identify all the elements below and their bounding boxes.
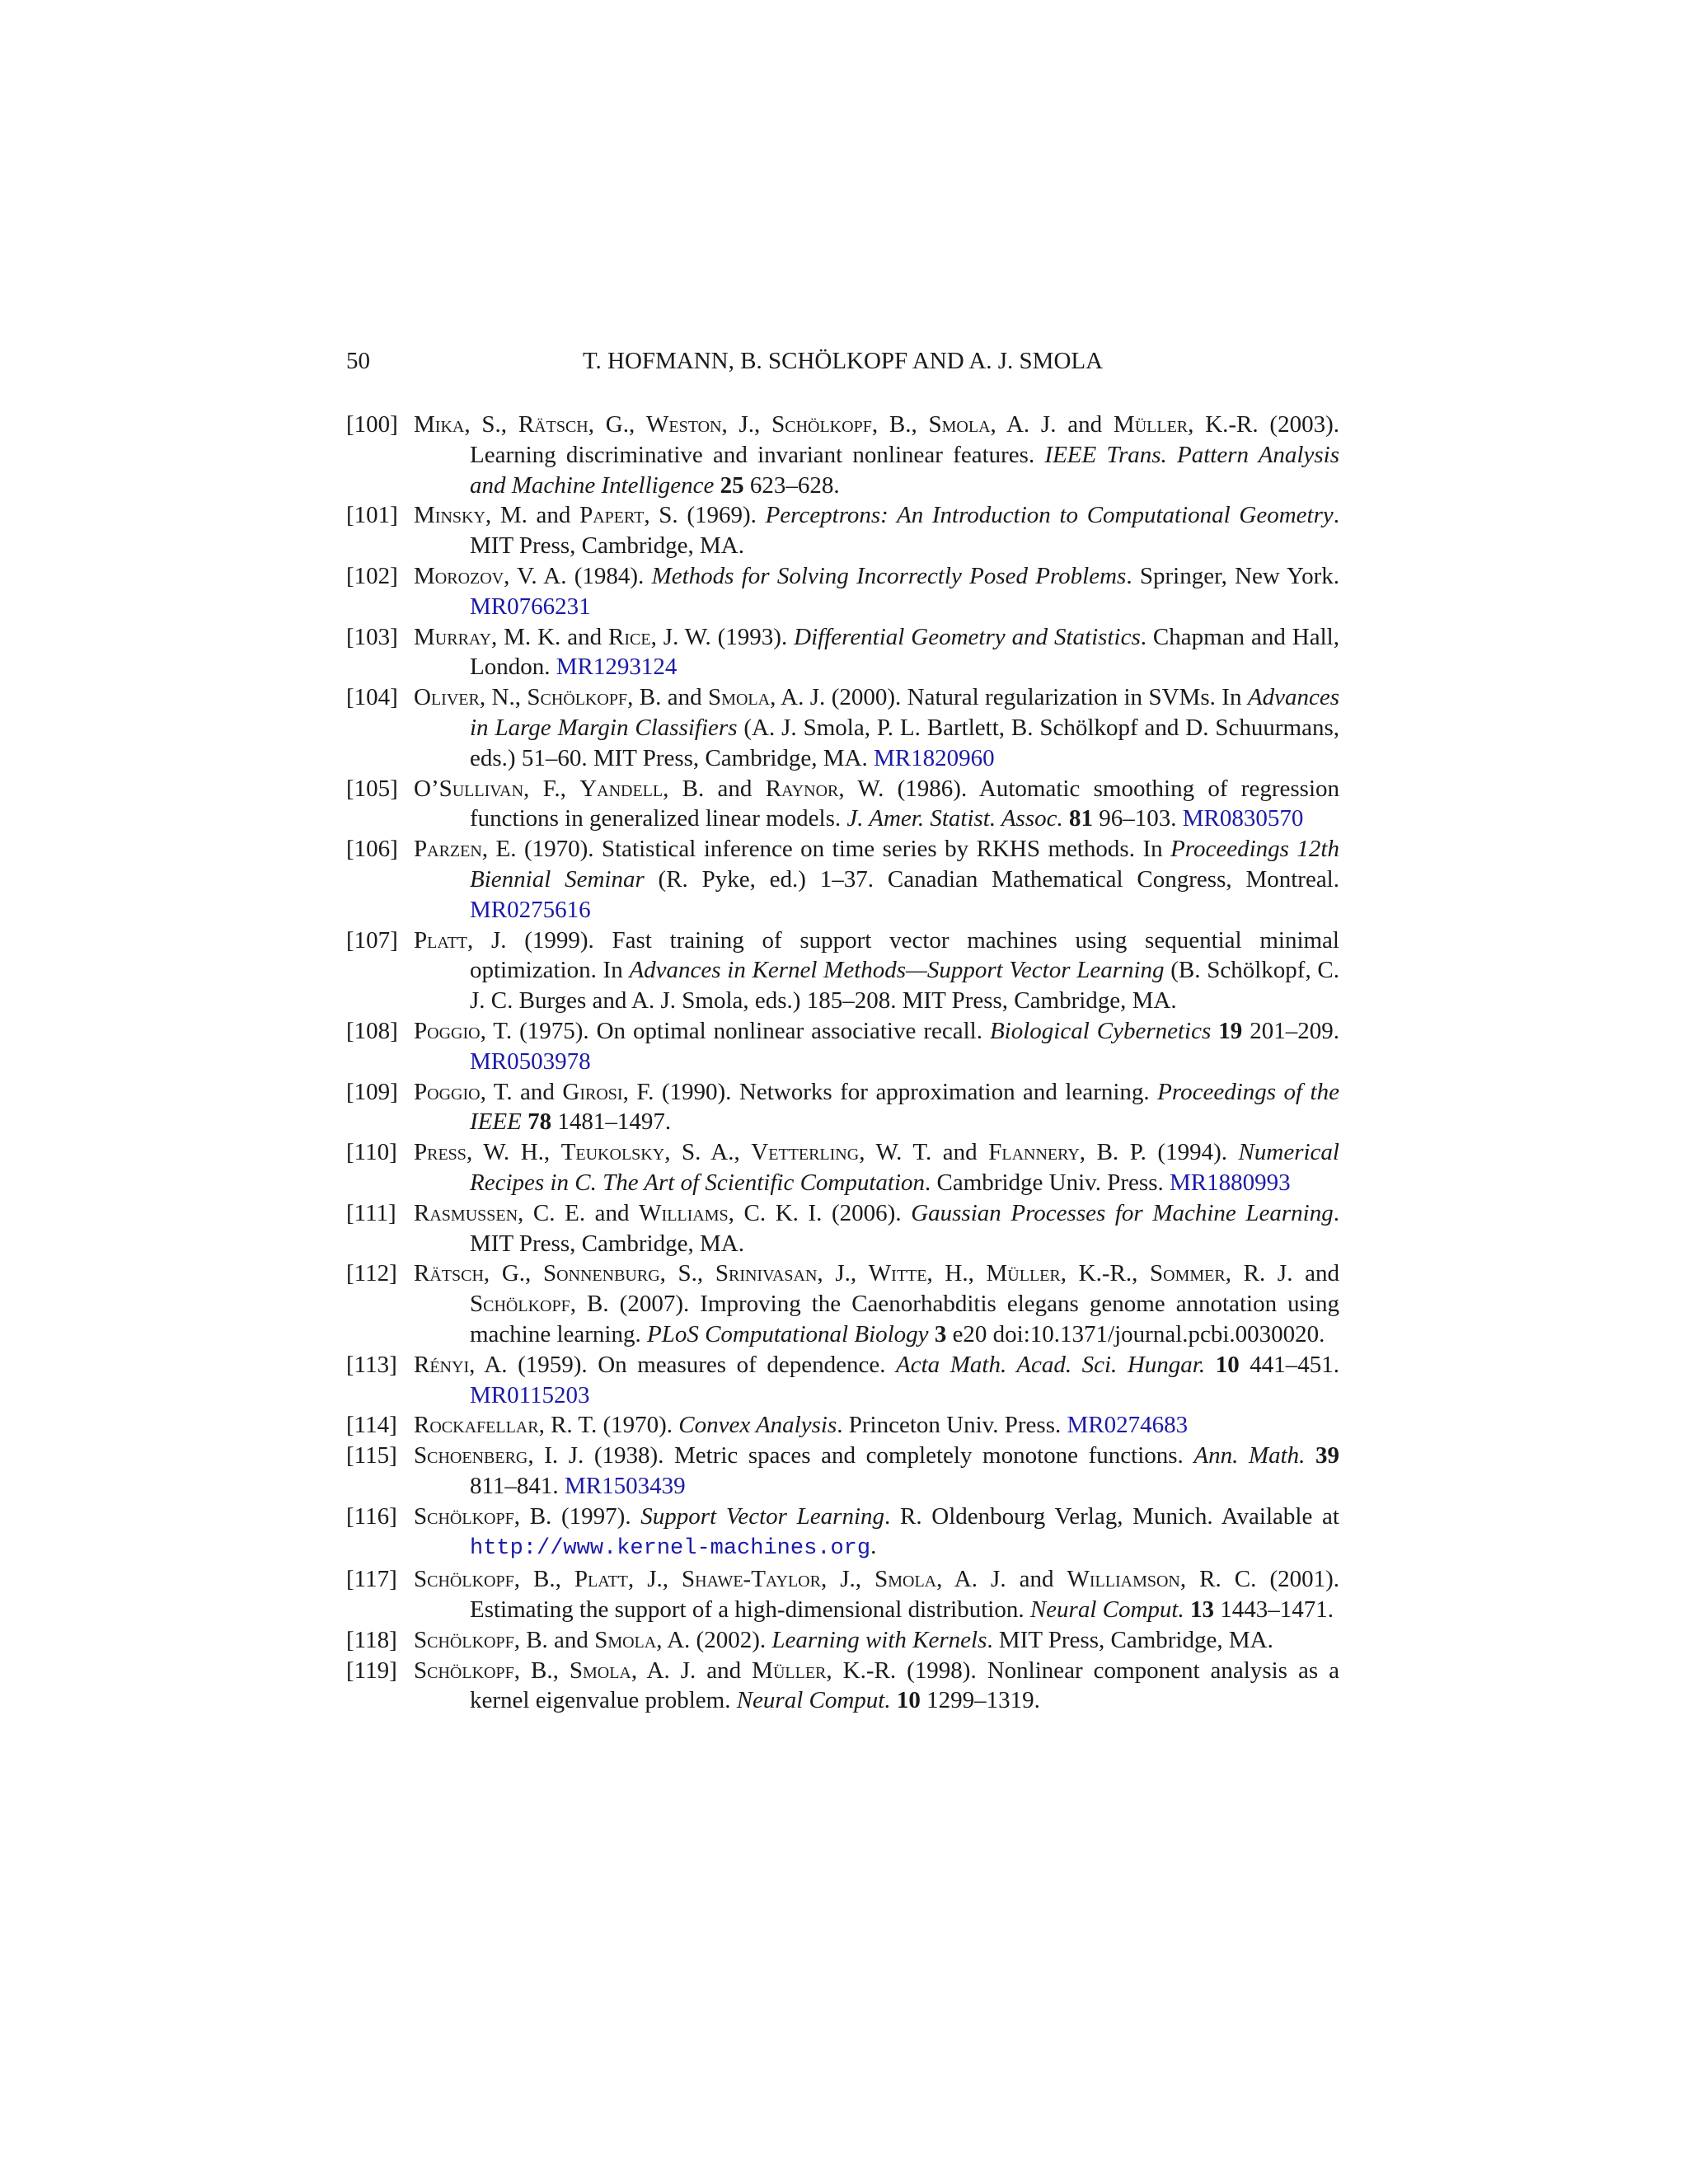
reference-text: Oliver, N., Schölkopf, B. and Smola, A. J. (2000). Natural regularization in SVMs. In Advances in Large Margin Classifiers (A. J. Smola, P. L. Bartlett, B. Schölkopf and D. Schuurmans, eds.) 51–60. MIT Press, Cambridge, MA. MR1820960	[414, 684, 1339, 771]
reference-number: [116]	[346, 1502, 397, 1530]
mr-link[interactable]: MR0274683	[1067, 1412, 1189, 1439]
reference-item	[346, 1077, 1339, 1138]
reference-text: Murray, M. K. and Rice, J. W. (1993). Differential Geometry and Statistics. Chapman and Hall, London. MR1293124	[414, 623, 1339, 681]
reference-number: [113]	[346, 1351, 397, 1378]
reference-item	[346, 1502, 1339, 1565]
url-link[interactable]: http://www.kernel-machines.org	[470, 1536, 871, 1562]
reference-number: [105]	[346, 775, 398, 802]
reference-number: [114]	[346, 1412, 397, 1439]
mr-link[interactable]: MR0275616	[470, 896, 591, 923]
reference-item	[346, 682, 1339, 773]
reference-text: O’Sullivan, F., Yandell, B. and Raynor, W. (1986). Automatic smoothing of regression functions in generalized linear models. J. Amer. Statist. Assoc. 81 96–103. MR0830570	[414, 775, 1339, 832]
reference-text: Rätsch, G., Sonnenburg, S., Srinivasan, J., Witte, H., Müller, K.-R., Sommer, R. J. and Schölkopf, B. (2007). Improving the Caenorhabditis elegans genome annotation using machine learning. PLoS Computational Biology 3 e20 doi:10.1371/journal.pcbi.0030020.	[414, 1260, 1339, 1347]
page-number: 50	[346, 348, 370, 374]
reference-number: [101]	[346, 502, 398, 529]
reference-number: [107]	[346, 926, 398, 954]
reference-item	[346, 500, 1339, 561]
reference-number: [112]	[346, 1260, 397, 1287]
reference-item	[346, 1410, 1339, 1441]
mr-link[interactable]: MR1880993	[1169, 1169, 1291, 1196]
reference-text: Rényi, A. (1959). On measures of dependence. Acta Math. Acad. Sci. Hungar. 10 441–451. MR0115203	[414, 1351, 1339, 1408]
reference-text: Schölkopf, B. (1997). Support Vector Learning. R. Oldenbourg Verlag, Munich. Available at http://www.kernel-machines.org.	[414, 1502, 1339, 1562]
mr-link[interactable]: MR0503978	[470, 1047, 591, 1075]
reference-number: [100]	[346, 411, 398, 438]
reference-text: Schoenberg, I. J. (1938). Metric spaces and completely monotone functions. Ann. Math. 39 811–841. MR1503439	[414, 1442, 1340, 1499]
reference-text: Minsky, M. and Papert, S. (1969). Perceptrons: An Introduction to Computational Geometry. MIT Press, Cambridge, MA.	[414, 502, 1339, 560]
reference-text: Press, W. H., Teukolsky, S. A., Vetterling, W. T. and Flannery, B. P. (1994). Numerical Recipes in C. The Art of Scientific Computation. Cambridge Univ. Press. MR1880993	[414, 1139, 1339, 1196]
reference-item	[346, 774, 1339, 835]
reference-text: Schölkopf, B., Smola, A. J. and Müller, K.-R. (1998). Nonlinear component analysis as a kernel eigenvalue problem. Neural Comput. 10 1299–1319.	[414, 1657, 1340, 1714]
reference-number: [110]	[346, 1139, 397, 1166]
reference-number: [119]	[346, 1657, 397, 1684]
reference-item	[346, 410, 1339, 500]
mr-link[interactable]: MR1293124	[556, 654, 678, 681]
running-header	[346, 344, 1339, 377]
reference-text: Schölkopf, B., Platt, J., Shawe-Taylor, J., Smola, A. J. and Williamson, R. C. (2001). Estimating the support of a high-dimensional distribution. Neural Comput. 13 1443–1471.	[414, 1566, 1340, 1624]
reference-item	[346, 1258, 1339, 1349]
reference-item	[346, 926, 1339, 1016]
reference-text: Poggio, T. and Girosi, F. (1990). Networks for approximation and learning. Proceedings of the IEEE 78 1481–1497.	[414, 1078, 1339, 1136]
reference-text: Rockafellar, R. T. (1970). Convex Analysis. Princeton Univ. Press. MR0274683	[414, 1412, 1189, 1439]
reference-item	[346, 834, 1339, 925]
reference-number: [111]	[346, 1199, 396, 1226]
reference-number: [102]	[346, 562, 398, 589]
mr-link[interactable]: MR0766231	[470, 593, 591, 620]
reference-text: Platt, J. (1999). Fast training of support vector machines using sequential minimal optimization. In Advances in Kernel Methods—Support Vector Learning (B. Schölkopf, C. J. C. Burges and A. J. Smola, eds.) 185–208. MIT Press, Cambridge, MA.	[414, 926, 1340, 1015]
reference-text: Morozov, V. A. (1984). Methods for Solving Incorrectly Posed Problems. Springer, New York. MR0766231	[414, 562, 1340, 620]
reference-item	[346, 561, 1339, 622]
reference-text: Schölkopf, B. and Smola, A. (2002). Learning with Kernels. MIT Press, Cambridge, MA.	[414, 1626, 1273, 1653]
reference-item	[346, 1656, 1339, 1717]
reference-item	[346, 1441, 1339, 1502]
reference-number: [109]	[346, 1078, 398, 1105]
reference-item	[346, 1350, 1339, 1411]
reference-item	[346, 1625, 1339, 1656]
reference-text: Mika, S., Rätsch, G., Weston, J., Schölkopf, B., Smola, A. J. and Müller, K.-R. (2003). Learning discriminative and invariant nonlinear features. IEEE Trans. Pattern Analysis and Machine Intelligence 25 623–628.	[414, 411, 1339, 499]
mr-link[interactable]: MR1820960	[874, 744, 995, 771]
mr-link[interactable]: MR1503439	[564, 1472, 686, 1499]
mr-link[interactable]: MR0115203	[470, 1381, 590, 1408]
reference-number: [118]	[346, 1626, 397, 1653]
reference-text: Rasmussen, C. E. and Williams, C. K. I. (2006). Gaussian Processes for Machine Learning. MIT Press, Cambridge, MA.	[414, 1199, 1339, 1257]
reference-number: [106]	[346, 836, 398, 863]
reference-item	[346, 622, 1339, 683]
mr-link[interactable]: MR0830570	[1182, 805, 1304, 832]
reference-number: [104]	[346, 684, 398, 711]
reference-item	[346, 1564, 1339, 1625]
reference-number: [117]	[346, 1566, 397, 1593]
reference-number: [108]	[346, 1017, 398, 1044]
reference-text: Parzen, E. (1970). Statistical inference on time series by RKHS methods. In Proceedings 12th Biennial Seminar (R. Pyke, ed.) 1–37. Canadian Mathematical Congress, Montreal. MR0275616	[414, 836, 1339, 923]
reference-item	[346, 1016, 1339, 1077]
running-title: T. HOFMANN, B. SCHÖLKOPF AND A. J. SMOLA	[582, 348, 1104, 374]
reference-number: [115]	[346, 1442, 397, 1469]
reference-list	[346, 410, 1339, 1716]
reference-item	[346, 1137, 1339, 1198]
reference-text: Poggio, T. (1975). On optimal nonlinear associative recall. Biological Cybernetics 19 201–209. MR0503978	[414, 1017, 1339, 1075]
reference-number: [103]	[346, 623, 398, 650]
reference-item	[346, 1198, 1339, 1259]
